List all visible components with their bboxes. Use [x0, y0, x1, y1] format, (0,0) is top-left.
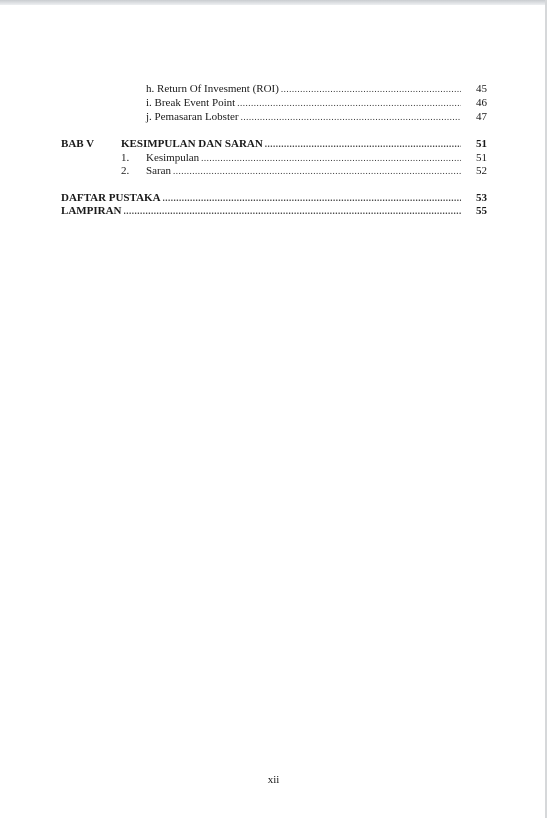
toc-entry-label: Kesimpulan: [146, 152, 200, 164]
toc-entry-label: j. Pemasaran Lobster: [146, 111, 239, 123]
toc-leader-dots: [265, 138, 461, 151]
toc-entry-page: 47: [476, 111, 487, 123]
toc-entry-label: i. Break Event Point: [146, 97, 236, 109]
toc-entry-lampiran[interactable]: [61, 205, 487, 218]
toc-entry-page: 55: [476, 205, 487, 217]
toc-entry-roi[interactable]: [146, 83, 487, 96]
toc-entry-kesimpulan[interactable]: [146, 152, 487, 165]
toc-entry-label: h. Return Of Invesment (ROI): [146, 83, 279, 95]
toc-entry-saran[interactable]: [146, 165, 487, 178]
toc-leader-dots: [237, 97, 461, 110]
toc-entry-label: Saran: [146, 165, 172, 177]
toc-leader-dots: [124, 205, 462, 218]
toc-leader-dots: [173, 165, 461, 178]
toc-entry-page: 53: [476, 192, 487, 204]
toc-entry-label: KESIMPULAN DAN SARAN: [121, 138, 263, 150]
page-number: xii: [267, 774, 280, 786]
toc-leader-dots: [281, 83, 461, 96]
toc-item-number: 1.: [121, 152, 130, 164]
toc-entry-daftar-pustaka[interactable]: [61, 192, 487, 205]
chapter-tag: BAB V: [61, 138, 95, 150]
toc-entry-bep[interactable]: [146, 97, 487, 110]
toc-entry-page: 46: [476, 97, 487, 109]
toc-entry-label: DAFTAR PUSTAKA: [61, 192, 161, 204]
toc-entry-label: LAMPIRAN: [61, 205, 122, 217]
toc-entry-pemasaran[interactable]: [146, 111, 487, 124]
toc-leader-dots: [201, 152, 461, 165]
toc-entry-page: 45: [476, 83, 487, 95]
toc-leader-dots: [241, 111, 461, 124]
toc-item-number: 2.: [121, 165, 130, 177]
toc-leader-dots: [163, 192, 461, 205]
toc-entry-page: 52: [476, 165, 487, 177]
toc-entry-page: 51: [476, 138, 487, 150]
toc-entry-chapter-v[interactable]: [121, 138, 487, 151]
toc-entry-page: 51: [476, 152, 487, 164]
